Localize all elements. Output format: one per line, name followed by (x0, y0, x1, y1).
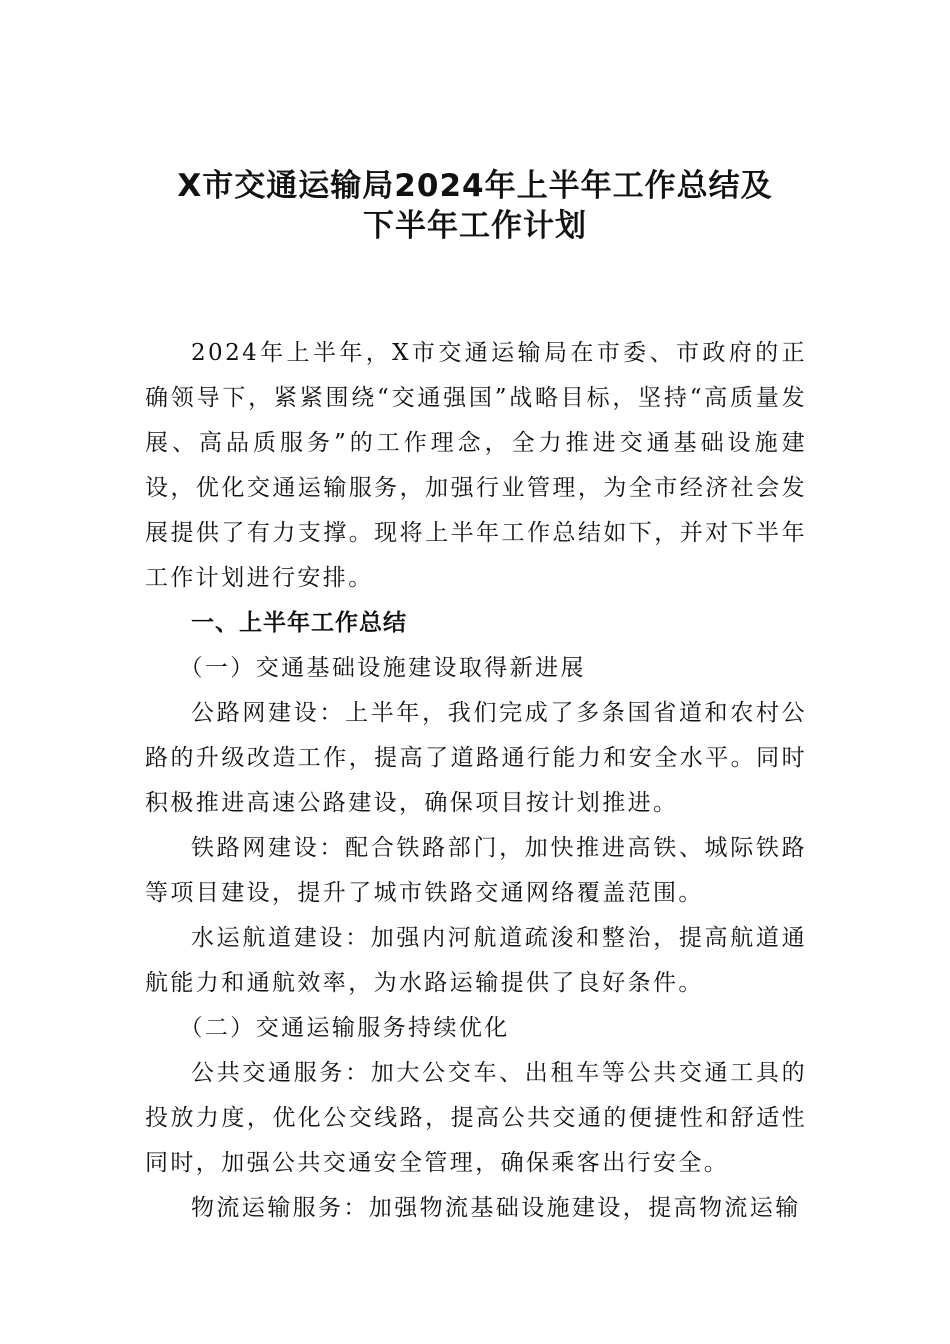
intro-paragraph: 2024年上半年，X市交通运输局在市委、市政府的正确领导下，紧紧围绕“交通强国”战略目标，坚持“高质量发展、高品质服务”的工作理念，全力推进交通基础设施建设，优化交通运输服务，加强行业管理，为全市经济社会发展提供了有力支撑。现将上半年工作总结如下，并对下半年工作计划进行安排。 (145, 340, 807, 591)
subsection-heading: （一）交通基础设施建设取得新进展 (179, 655, 586, 681)
body-paragraph: 铁路网建设：配合铁路部门，加快推进高铁、城际铁路等项目建设，提升了城市铁路交通网络覆盖范围。 (145, 835, 807, 906)
section-heading: 一、上半年工作总结 (191, 610, 407, 636)
subsection-heading: （二）交通运输服务持续优化 (179, 1015, 510, 1041)
document-body (145, 331, 807, 1231)
body-paragraph: 水运航道建设：加强内河航道疏浚和整治，提高航道通航能力和通航效率，为水路运输提供了良好条件。 (145, 925, 807, 996)
body-paragraph: 公共交通服务：加大公交车、出租车等公共交通工具的投放力度，优化公交线路，提高公共交通的便捷性和舒适性同时，加强公共交通安全管理，确保乘客出行安全。 (145, 1060, 807, 1176)
document-title-line-2: 下半年工作计划 (363, 208, 587, 244)
body-paragraph: 物流运输服务：加强物流基础设施建设，提高物流运输 (191, 1195, 801, 1221)
body-paragraph: 公路网建设：上半年，我们完成了多条国省道和农村公路的升级改造工作，提高了道路通行能力和安全水平。同时积极推进高速公路建设，确保项目按计划推进。 (145, 700, 807, 816)
document-title-line-1: X市交通运输局2024年上半年工作总结及 (177, 168, 773, 204)
